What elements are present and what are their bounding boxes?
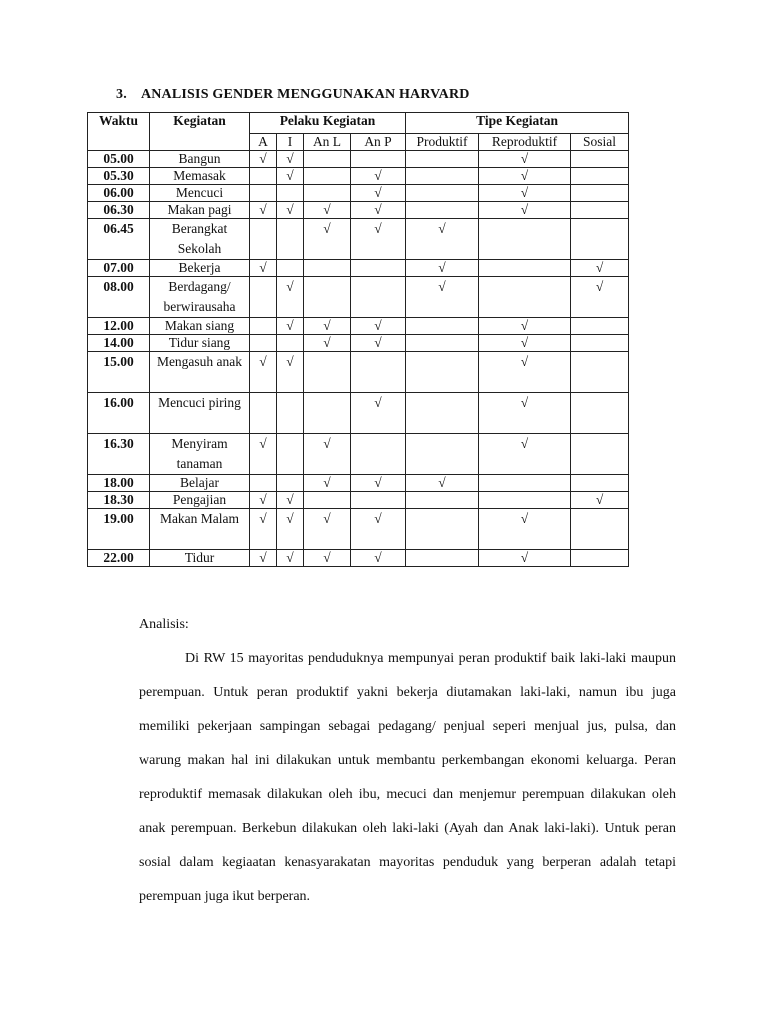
header-kegiatan: Kegiatan: [150, 113, 250, 151]
cell-i: [277, 475, 304, 492]
cell-time: 16.00: [88, 393, 150, 434]
cell-activity: Menyiram tanaman: [150, 434, 250, 475]
cell-an-l: [304, 492, 351, 509]
table-row: [88, 219, 629, 260]
cell-activity: Berangkat Sekolah: [150, 219, 250, 260]
cell-a: [250, 393, 277, 434]
cell-time: 06.45: [88, 219, 150, 260]
cell-sosial: √: [571, 277, 629, 318]
cell-reproduktif: √: [479, 185, 571, 202]
cell-an-p: [351, 492, 406, 509]
cell-produktif: [406, 202, 479, 219]
header-tipe-kegiatan: Tipe Kegiatan: [406, 113, 629, 134]
cell-an-p: [351, 260, 406, 277]
cell-an-l: √: [304, 318, 351, 335]
cell-produktif: [406, 151, 479, 168]
cell-reproduktif: [479, 260, 571, 277]
cell-an-p: √: [351, 335, 406, 352]
section-title: ANALISIS GENDER MENGGUNAKAN HARVARD: [140, 87, 470, 102]
cell-activity: Makan siang: [150, 318, 250, 335]
cell-activity: Tidur: [150, 550, 250, 567]
cell-time: 06.00: [88, 185, 150, 202]
cell-sosial: [571, 202, 629, 219]
subheader-an-l: An L: [304, 134, 351, 151]
harvard-analysis-table: [87, 112, 629, 567]
subheader-a: A: [250, 134, 277, 151]
cell-reproduktif: √: [479, 151, 571, 168]
cell-reproduktif: √: [479, 393, 571, 434]
cell-an-p: √: [351, 185, 406, 202]
cell-an-l: √: [304, 335, 351, 352]
cell-sosial: [571, 393, 629, 434]
cell-time: 08.00: [88, 277, 150, 318]
cell-an-p: [351, 434, 406, 475]
cell-i: √: [277, 277, 304, 318]
cell-an-l: [304, 393, 351, 434]
cell-an-l: [304, 277, 351, 318]
cell-time: 12.00: [88, 318, 150, 335]
cell-i: √: [277, 202, 304, 219]
section-number: 3.: [116, 87, 127, 102]
cell-reproduktif: √: [479, 352, 571, 393]
cell-i: [277, 260, 304, 277]
cell-activity: Makan pagi: [150, 202, 250, 219]
cell-a: √: [250, 260, 277, 277]
cell-reproduktif: [479, 492, 571, 509]
table-row: [88, 475, 629, 492]
cell-i: [277, 185, 304, 202]
table-row: [88, 185, 629, 202]
cell-a: √: [250, 151, 277, 168]
cell-produktif: [406, 352, 479, 393]
cell-an-p: √: [351, 550, 406, 567]
cell-an-l: √: [304, 550, 351, 567]
cell-produktif: √: [406, 475, 479, 492]
cell-produktif: √: [406, 260, 479, 277]
cell-an-l: √: [304, 434, 351, 475]
table-row: [88, 434, 629, 475]
cell-i: [277, 393, 304, 434]
cell-reproduktif: [479, 277, 571, 318]
cell-a: √: [250, 492, 277, 509]
cell-an-l: [304, 185, 351, 202]
cell-i: [277, 335, 304, 352]
cell-a: [250, 219, 277, 260]
cell-reproduktif: [479, 219, 571, 260]
table-row: [88, 492, 629, 509]
cell-produktif: [406, 318, 479, 335]
cell-sosial: [571, 550, 629, 567]
analysis-label: Analisis:: [139, 617, 189, 632]
cell-reproduktif: √: [479, 202, 571, 219]
cell-activity: Tidur siang: [150, 335, 250, 352]
cell-i: [277, 219, 304, 260]
cell-activity: Mencuci: [150, 185, 250, 202]
cell-i: √: [277, 509, 304, 550]
cell-a: [250, 475, 277, 492]
analysis-paragraph: Di RW 15 mayoritas penduduknya mempunyai peran produktif baik laki-laki maupun perempuan. Untuk peran produktif yakni bekerja diutamakan laki-laki, namun ibu juga memiliki pekerjaan sampingan sebagai pedagang/ penjual seperi menjual jus, pulsa, dan warung makan hal ini dilakukan untuk membantu perkembangan ekonomi keluarga. Peran reproduktif memasak dilakukan oleh ibu, mecuci dan menjemur perempuan dilakukan oleh anak perempuan. Berkebun dilakukan oleh laki-laki (Ayah dan Anak laki-laki). Untuk peran sosial dalam kegiaatan kenasyarakatan mayoritas penduduk yang berperan adalah tetapi perempuan juga ikut berperan.: [139, 651, 676, 904]
cell-a: √: [250, 509, 277, 550]
header-row: [88, 113, 629, 134]
cell-i: √: [277, 550, 304, 567]
cell-an-l: √: [304, 475, 351, 492]
cell-time: 15.00: [88, 352, 150, 393]
cell-time: 18.30: [88, 492, 150, 509]
cell-a: [250, 168, 277, 185]
cell-sosial: [571, 318, 629, 335]
cell-time: 14.00: [88, 335, 150, 352]
cell-sosial: [571, 475, 629, 492]
cell-activity: Pengajian: [150, 492, 250, 509]
cell-i: [277, 434, 304, 475]
table-row: [88, 318, 629, 335]
cell-an-p: √: [351, 219, 406, 260]
cell-produktif: [406, 434, 479, 475]
cell-produktif: [406, 335, 479, 352]
table-row: [88, 202, 629, 219]
cell-an-l: [304, 352, 351, 393]
cell-time: 22.00: [88, 550, 150, 567]
cell-a: [250, 185, 277, 202]
cell-time: 19.00: [88, 509, 150, 550]
subheader-reproduktif: Reproduktif: [479, 134, 571, 151]
table-row: [88, 335, 629, 352]
cell-reproduktif: [479, 475, 571, 492]
cell-an-l: [304, 260, 351, 277]
cell-activity: Mengasuh anak: [150, 352, 250, 393]
cell-time: 07.00: [88, 260, 150, 277]
cell-an-p: [351, 352, 406, 393]
table-row: [88, 352, 629, 393]
cell-reproduktif: √: [479, 335, 571, 352]
table-row: [88, 260, 629, 277]
cell-a: √: [250, 202, 277, 219]
cell-a: [250, 318, 277, 335]
cell-an-p: √: [351, 318, 406, 335]
cell-activity: Bangun: [150, 151, 250, 168]
cell-i: √: [277, 168, 304, 185]
cell-time: 18.00: [88, 475, 150, 492]
cell-activity: Berdagang/ berwirausaha: [150, 277, 250, 318]
cell-sosial: [571, 509, 629, 550]
cell-produktif: [406, 393, 479, 434]
header-waktu: Waktu: [88, 113, 150, 151]
subheader-i: I: [277, 134, 304, 151]
cell-produktif: √: [406, 219, 479, 260]
cell-sosial: [571, 185, 629, 202]
table-row: [88, 509, 629, 550]
cell-produktif: [406, 550, 479, 567]
cell-activity: Belajar: [150, 475, 250, 492]
cell-an-l: √: [304, 202, 351, 219]
subheader-sosial: Sosial: [571, 134, 629, 151]
cell-an-l: [304, 151, 351, 168]
cell-activity: Mencuci piring: [150, 393, 250, 434]
table-row: [88, 277, 629, 318]
cell-produktif: √: [406, 277, 479, 318]
cell-reproduktif: √: [479, 550, 571, 567]
cell-activity: Memasak: [150, 168, 250, 185]
cell-a: √: [250, 352, 277, 393]
cell-time: 16.30: [88, 434, 150, 475]
cell-produktif: [406, 185, 479, 202]
table-row: [88, 151, 629, 168]
cell-sosial: [571, 335, 629, 352]
subheader-produktif: Produktif: [406, 134, 479, 151]
cell-sosial: [571, 151, 629, 168]
cell-produktif: [406, 509, 479, 550]
cell-i: √: [277, 151, 304, 168]
cell-sosial: [571, 219, 629, 260]
cell-an-p: √: [351, 168, 406, 185]
cell-activity: Bekerja: [150, 260, 250, 277]
cell-sosial: √: [571, 260, 629, 277]
cell-an-p: √: [351, 393, 406, 434]
cell-an-p: √: [351, 475, 406, 492]
cell-reproduktif: √: [479, 509, 571, 550]
analysis-section: [139, 608, 676, 914]
table-row: [88, 168, 629, 185]
cell-time: 05.30: [88, 168, 150, 185]
cell-reproduktif: √: [479, 434, 571, 475]
table-row: [88, 550, 629, 567]
cell-time: 06.30: [88, 202, 150, 219]
cell-produktif: [406, 168, 479, 185]
cell-an-l: √: [304, 219, 351, 260]
section-heading: [116, 87, 470, 103]
cell-a: √: [250, 550, 277, 567]
cell-an-p: [351, 151, 406, 168]
cell-activity: Makan Malam: [150, 509, 250, 550]
cell-time: 05.00: [88, 151, 150, 168]
cell-i: √: [277, 318, 304, 335]
cell-an-p: √: [351, 202, 406, 219]
cell-a: [250, 277, 277, 318]
cell-an-l: [304, 168, 351, 185]
cell-reproduktif: √: [479, 168, 571, 185]
cell-a: [250, 335, 277, 352]
cell-produktif: [406, 492, 479, 509]
cell-i: √: [277, 492, 304, 509]
cell-an-p: √: [351, 509, 406, 550]
cell-an-p: [351, 277, 406, 318]
cell-an-l: √: [304, 509, 351, 550]
cell-a: √: [250, 434, 277, 475]
table-row: [88, 393, 629, 434]
cell-sosial: √: [571, 492, 629, 509]
cell-sosial: [571, 168, 629, 185]
cell-i: √: [277, 352, 304, 393]
cell-sosial: [571, 434, 629, 475]
subheader-an-p: An P: [351, 134, 406, 151]
header-pelaku-kegiatan: Pelaku Kegiatan: [250, 113, 406, 134]
cell-reproduktif: √: [479, 318, 571, 335]
cell-sosial: [571, 352, 629, 393]
